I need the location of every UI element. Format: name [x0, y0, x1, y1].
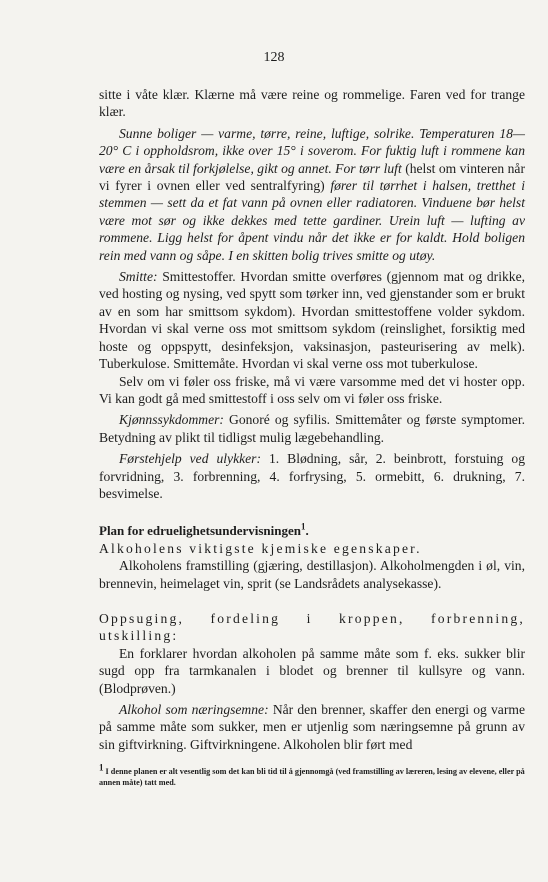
- nutrition-label: Alkohol som næringsemne:: [119, 702, 269, 717]
- paragraph-healthy: Selv om vi føler oss friske, må vi være varsomme med det vi hoster opp. Vi kan godt gå med smittestoff i oss selv om vi føler oss friske.: [99, 373, 525, 406]
- paragraph-nutrition: [99, 701, 525, 753]
- venereal-text: Gonoré og syfilis. Smittemåter og første symptomer. Betydning av plikt til tidligst mulig lægebehandling.: [99, 412, 526, 445]
- section-heading-dot: .: [305, 523, 309, 539]
- subheading-chemistry: Alkoholens viktigste kjemiske egenskaper.: [99, 540, 422, 556]
- paragraph-venereal: [99, 411, 525, 446]
- footnote: [99, 762, 525, 788]
- paragraph-clothing: sitte i våte klær. Klærne må være reine og rommelige. Faren ved for trange klær.: [99, 87, 525, 120]
- paragraph-infection: [99, 268, 525, 372]
- venereal-label: Kjønnssykdommer:: [119, 412, 224, 428]
- paragraph-first-aid: [99, 450, 525, 502]
- section-heading: [99, 522, 525, 539]
- infection-text: Smittestoffer. Hvordan smitte overføres (gjennom mat og drikke, ved hosting og nysing, ved spytt som tørker inn, ved gjenstander som er brukt av en som har smittsom sykdom). Hvordan smittestoffene volder sykdom. Hvordan vi skal verne oss mot smittsom sykdom (reinslighet, forsiktig med hoste og oppspytt, desinfeksjon, vaksinasjon, pasteurisering av melk). Tuberkulose. Smittemåte. Hvordan vi skal verne oss mot tuberkulose.: [99, 269, 525, 372]
- paragraph-absorption: En forklarer hvordan alkoholen på samme måte som f. eks. sukker blir sugd opp fra tarmkanalen i blodet og brenner til kullsyre og vann. (Blodprøven.): [99, 645, 525, 696]
- housing-text-italic: Sunne boliger — varme, tørre, reine, luftige, solrike. Temperaturen 18—20° C i oppholdsrom, ikke over 15° i soverom. For fuktig luft i rommene kan være en årsak til forkjølelse, gikt og annet. For tørr luft: [99, 125, 525, 176]
- first-aid-text: 1. Blødning, sår, 2. beinbrott, forstuing og forvridning, 3. forbrenning, 4. forfrysing, 5. ormebitt, 6. drukning, 7. besvimelse.: [99, 451, 525, 501]
- paragraph-chemistry: Alkoholens framstilling (gjæring, destillasjon). Alkoholmengden i øl, vin, brennevin, heimelaget vin, sprit (se Landsrådets analysekasse).: [99, 558, 525, 591]
- footnote-mark: 1: [99, 762, 104, 773]
- paragraph-housing: [99, 125, 525, 264]
- infection-label: Smitte:: [119, 269, 158, 285]
- subheading-absorption: Oppsuging, fordeling i kroppen, forbrenning, utskilling:: [99, 610, 525, 644]
- footnote-text: I denne planen er alt vesentlig som det kan bli tid til å gjennomgå (ved framstilling av læreren, lesing av elevene, eller på annen måte) tatt med.: [99, 767, 525, 787]
- housing-text-normal: (helst om vinteren når vi fyrer i ovnen eller ved sentralfyring): [99, 160, 525, 194]
- nutrition-text: Når den brenner, skaffer den energi og varme på samme måte som sukker, men er utjenlig som næringsemne på grunn av sin giftvirkning. Giftvirkningene. Alkoholen blir ført med: [99, 702, 525, 752]
- section-heading-text: Plan for edruelighetsundervisningen: [99, 523, 302, 539]
- page-body: [99, 86, 525, 753]
- first-aid-label: Førstehjelp ved ulykker:: [119, 451, 261, 467]
- housing-text-italic-end: fører til tørrhet i halsen, tretthet i stemmen — sett da et fat vann på ovnen eller radiatoren. Vinduene bør helst være mot sør og ikke dekkes med tette gardiner. Urein luft — lufting av rommene. Ligg helst for åpent vindu når det ikke er for kaldt. Hold boligen rein med vann og såpe. I en skitten bolig trives smitte og utøy.: [99, 178, 525, 263]
- page-number: 128: [263, 50, 285, 65]
- footnote-reference: 1: [301, 522, 306, 533]
